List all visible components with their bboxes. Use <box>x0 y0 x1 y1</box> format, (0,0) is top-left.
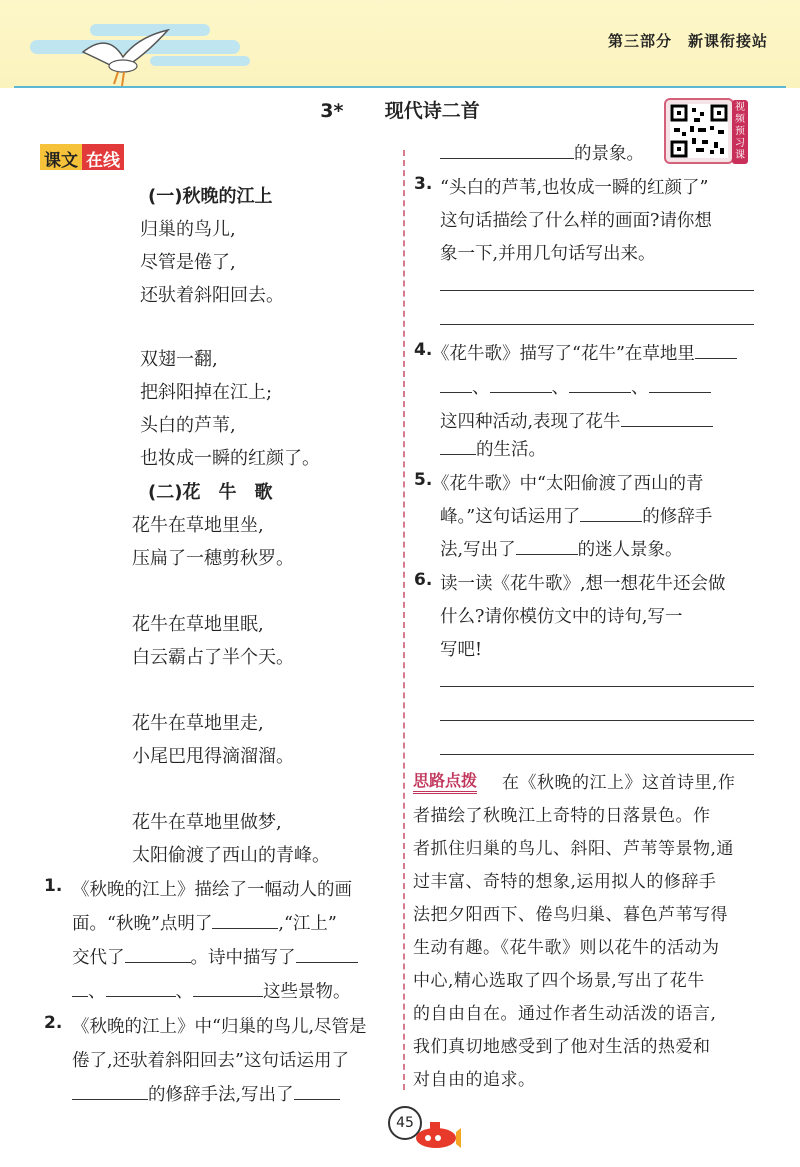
question-number: 3. <box>414 174 433 194</box>
answer-blank[interactable] <box>125 944 191 963</box>
q2-text: 的修辞手法,写出了 <box>148 1085 294 1105</box>
q4-text: 、 <box>551 378 569 398</box>
tip-line: 的自由自在。通过作者生动活泼的语言, <box>413 1004 717 1024</box>
q1-text: 、 <box>175 982 193 1002</box>
q2-text: 的景象。 <box>574 144 644 164</box>
tip-line: 法把夕阳西下、倦鸟归巢、暮色芦苇写得 <box>413 905 728 925</box>
question-number: 2. <box>44 1013 63 1033</box>
answer-blank[interactable] <box>106 978 176 997</box>
q4-text: 《花牛歌》描写了“花牛”在草地里 <box>432 344 695 364</box>
question-number: 6. <box>414 570 433 590</box>
header-rule <box>14 86 786 88</box>
q4-line2 <box>440 374 711 399</box>
poem-line: 花牛在草地里眠, <box>132 614 264 635</box>
answer-blank[interactable] <box>294 1081 340 1100</box>
q2-line3 <box>72 1081 340 1106</box>
page-number: 45 <box>388 1106 422 1140</box>
poem-line: 归巢的鸟儿, <box>140 219 236 240</box>
lesson-name: 现代诗二首 <box>384 100 480 122</box>
q4-text: 的生活。 <box>476 440 546 460</box>
q4-line3 <box>440 408 713 433</box>
question-number: 5. <box>414 470 433 490</box>
badge-part2: 在线 <box>82 144 124 170</box>
q5-text: 的修辞手 <box>642 507 713 527</box>
tip-line: 对自由的追求。 <box>413 1070 536 1090</box>
q3-line1: “头白的芦苇,也妆成一瞬的红颜了” <box>440 178 709 198</box>
answer-blank[interactable] <box>212 910 278 929</box>
q4-line1 <box>432 340 737 365</box>
qr-icon <box>670 104 728 158</box>
answer-blank[interactable] <box>621 408 713 427</box>
q5-line2 <box>440 503 712 528</box>
answer-blank[interactable] <box>440 140 574 159</box>
q1-line1: 《秋晚的江上》描绘了一幅动人的画 <box>72 880 352 900</box>
answer-blank[interactable] <box>569 374 631 393</box>
tip-line: 在《秋晚的江上》这首诗里,作 <box>502 773 736 793</box>
answer-blank[interactable] <box>296 944 358 963</box>
tips-heading: 思路点拨 <box>413 768 477 794</box>
answer-line[interactable] <box>440 754 754 755</box>
answer-blank[interactable] <box>695 340 737 359</box>
answer-blank[interactable] <box>490 374 552 393</box>
q5-line3 <box>440 536 683 561</box>
answer-blank[interactable] <box>72 978 88 997</box>
q1-line3 <box>72 944 358 969</box>
column-divider <box>403 150 405 1090</box>
poem-line: 白云霸占了半个天。 <box>132 647 294 668</box>
poem-line: 花牛在草地里走, <box>132 713 264 734</box>
poem-line: 太阳偷渡了西山的青峰。 <box>132 845 330 866</box>
q1-line2 <box>72 910 337 935</box>
q5-line1: 《花牛歌》中“太阳偷渡了西山的青 <box>432 474 704 494</box>
section-badge <box>40 144 124 170</box>
seagull-icon <box>78 22 178 92</box>
q3-line2: 这句话描绘了什么样的画面?请你想 <box>440 211 712 231</box>
q1-line4 <box>72 978 351 1003</box>
q1-text: ,“江上” <box>278 914 337 934</box>
poem-line: 把斜阳掉在江上; <box>140 382 273 403</box>
answer-line[interactable] <box>440 324 754 325</box>
q5-text: 峰。”这句话运用了 <box>440 507 581 527</box>
q5-text: 法,写出了 <box>440 540 516 560</box>
header-band <box>0 0 800 88</box>
poem-line: 还驮着斜阳回去。 <box>140 285 284 306</box>
answer-blank[interactable] <box>72 1081 148 1100</box>
lesson-number: 3* <box>320 100 344 122</box>
q2-line2: 倦了,还驮着斜阳回去”这句话运用了 <box>72 1051 350 1071</box>
q4-line4 <box>440 436 546 461</box>
q2-line1: 《秋晚的江上》中“归巢的鸟儿,尽管是 <box>72 1017 367 1037</box>
q3-line3: 象一下,并用几句话写出来。 <box>440 244 656 264</box>
section-title: 第三部分 新课衔接站 <box>607 32 768 50</box>
q4-text: 、 <box>472 378 490 398</box>
poem-line: 头白的芦苇, <box>140 415 236 436</box>
q4-text: 这四种活动,表现了花牛 <box>440 412 621 432</box>
q6-line3: 写吧! <box>440 640 483 660</box>
tip-line: 过丰富、奇特的想象,运用拟人的修辞手 <box>413 872 717 892</box>
qr-code[interactable] <box>664 98 734 164</box>
q1-text: 面。“秋晚”点明了 <box>72 914 213 934</box>
q6-line2: 什么?请你模仿文中的诗句,写一 <box>440 607 683 627</box>
tip-line: 者描绘了秋晚江上奇特的日落景色。作 <box>413 806 711 826</box>
q6-line1: 读一读《花牛歌》,想一想花牛还会做 <box>440 574 726 594</box>
answer-line[interactable] <box>440 686 754 687</box>
qr-label: 视频预习课 <box>732 100 748 164</box>
answer-blank[interactable] <box>516 536 578 555</box>
tip-line: 者抓住归巢的鸟儿、斜阳、芦苇等景物,通 <box>413 839 734 859</box>
q2-line4 <box>440 140 644 165</box>
poem-line: 压扁了一穗剪秋罗。 <box>132 548 294 569</box>
answer-line[interactable] <box>440 290 754 291</box>
question-number: 4. <box>414 340 433 360</box>
q5-text: 的迷人景象。 <box>577 540 683 560</box>
answer-blank[interactable] <box>440 436 476 455</box>
badge-part1: 课文 <box>40 144 82 170</box>
poem1-title: (一)秋晚的江上 <box>148 186 273 207</box>
answer-blank[interactable] <box>440 374 472 393</box>
q1-text: 这些景物。 <box>263 982 351 1002</box>
poem-line: 双翅一翻, <box>140 349 218 370</box>
poem-line: 也妆成一瞬的红颜了。 <box>140 448 320 469</box>
answer-blank[interactable] <box>649 374 711 393</box>
answer-line[interactable] <box>440 720 754 721</box>
tip-line: 我们真切地感受到了他对生活的热爱和 <box>413 1037 711 1057</box>
poem-line: 小尾巴甩得滴溜溜。 <box>132 746 294 767</box>
q4-text: 、 <box>631 378 649 398</box>
answer-blank[interactable] <box>580 503 642 522</box>
q1-text: 、 <box>88 982 106 1002</box>
poem-line: 尽管是倦了, <box>140 252 236 273</box>
submarine-icon <box>414 1118 462 1150</box>
answer-blank[interactable] <box>193 978 263 997</box>
q1-text: 交代了 <box>72 948 125 968</box>
tip-line: 生动有趣。《花牛歌》则以花牛的活动为 <box>413 938 720 958</box>
question-number: 1. <box>44 876 63 896</box>
poem2-title: (二)花 牛 歌 <box>148 482 273 503</box>
poem-line: 花牛在草地里坐, <box>132 515 264 536</box>
poem-line: 花牛在草地里做梦, <box>132 812 282 833</box>
q1-text: 。诗中描写了 <box>190 948 296 968</box>
tip-line: 中心,精心选取了四个场景,写出了花牛 <box>413 971 705 991</box>
